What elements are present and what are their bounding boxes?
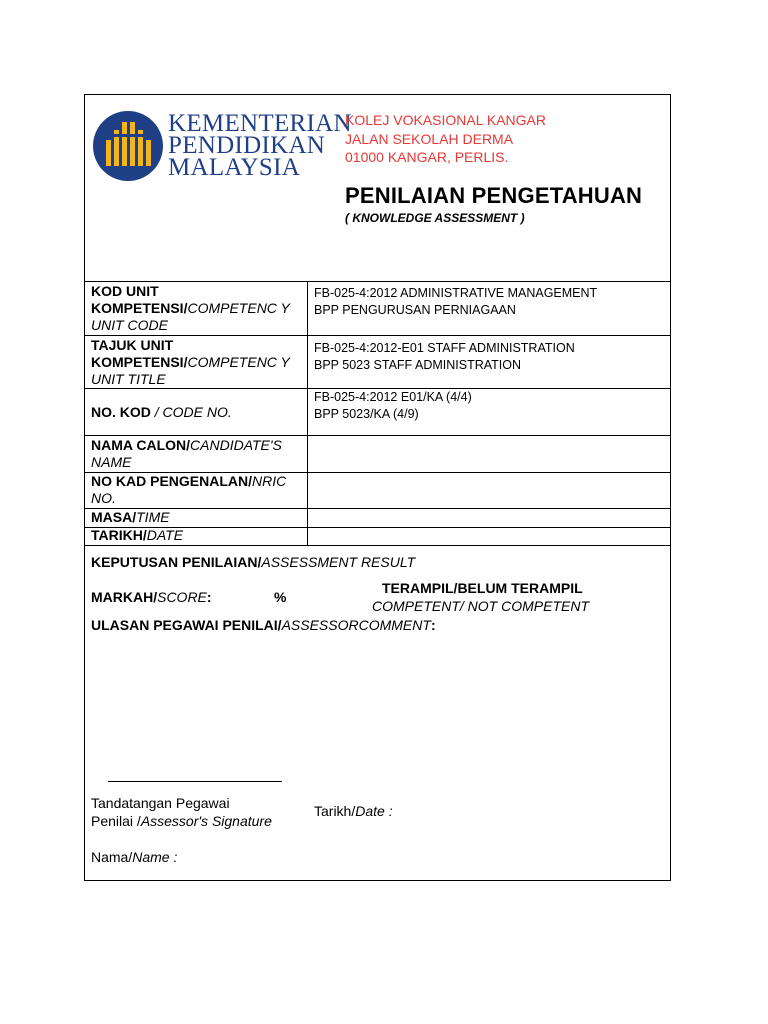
score-label-bold: MARKAH/ xyxy=(91,589,158,605)
time-label-bold: MASA/ xyxy=(91,509,137,525)
score-label-italic: SCORE xyxy=(157,589,207,605)
code-no-value xyxy=(314,389,472,422)
signature-plain: Penilai / xyxy=(91,813,141,829)
row-divider xyxy=(84,335,671,336)
competency-status-label: TERAMPIL/BELUM TERAMPIL xyxy=(382,580,583,596)
nric-label xyxy=(91,473,303,507)
unit-code-label-bold: KOD UNIT KOMPETENSI/ xyxy=(91,283,188,316)
assessment-result-bold: KEPUTUSAN PENILAIAN/ xyxy=(91,554,262,570)
assessment-result-italic: ASSESSMENT RESULT xyxy=(261,554,416,570)
signature-italic: Assessor's Signature xyxy=(140,813,272,829)
assessor-comment-italic: ASSESSORCOMMENT xyxy=(281,617,431,633)
unit-title-value xyxy=(314,340,575,373)
score-label xyxy=(91,589,212,605)
signature-date-italic: Date : xyxy=(355,803,393,819)
candidate-name-field[interactable] xyxy=(314,445,664,467)
assessor-name-italic: Name : xyxy=(132,849,178,865)
unit-title-label-italic: COMPETENC Y UNIT TITLE xyxy=(91,354,290,387)
unit-title-label xyxy=(91,337,303,388)
unit-code-label xyxy=(91,283,303,334)
time-label xyxy=(91,509,303,526)
assessor-signature-label-line-1: Tandatangan Pegawai xyxy=(91,795,230,811)
assessor-signature-label-line-2 xyxy=(91,813,272,829)
assessor-name-label xyxy=(91,849,177,865)
address-line-3: 01000 KANGAR, PERLIS. xyxy=(345,149,509,165)
signature-line[interactable] xyxy=(108,781,282,782)
time-field[interactable] xyxy=(314,510,664,526)
signature-date-label xyxy=(314,803,393,819)
address-line-1: KOLEJ VOKASIONAL KANGAR xyxy=(345,112,546,128)
page-subtitle: ( KNOWLEDGE ASSESSMENT ) xyxy=(345,211,525,225)
code-no-label xyxy=(91,404,303,421)
ministry-name xyxy=(168,110,352,181)
score-percent: % xyxy=(274,589,287,605)
code-no-label-italic: / CODE NO. xyxy=(150,404,232,420)
competency-status-translation: COMPETENT/ NOT COMPETENT xyxy=(372,598,589,614)
unit-code-value-line: FB-025-4:2012 ADMINISTRATIVE MANAGEMENT xyxy=(314,286,598,300)
assessor-comment-colon: : xyxy=(430,617,436,633)
address-line-2: JALAN SEKOLAH DERMA xyxy=(345,130,514,147)
nric-field[interactable] xyxy=(314,480,664,502)
unit-code-label-italic: COMPETENC Y UNIT CODE xyxy=(91,300,290,333)
unit-title-value-line: BPP 5023 STAFF ADMINISTRATION xyxy=(314,357,521,372)
unit-title-label-bold: TAJUK UNIT KOMPETENSI/ xyxy=(91,337,188,370)
date-label-italic: DATE xyxy=(146,527,184,543)
college-address xyxy=(345,111,546,167)
assessor-comment-bold: ULASAN PEGAWAI PENILAI/ xyxy=(91,617,282,633)
assessor-name-plain: Nama/ xyxy=(91,849,133,865)
page-title: PENILAIAN PENGETAHUAN xyxy=(345,183,643,208)
candidate-name-label-bold: NAMA CALON/ xyxy=(91,437,191,453)
ministry-line-2: PENDIDIKAN xyxy=(168,132,326,159)
code-no-label-bold: NO. KOD xyxy=(91,404,151,420)
signature-date-plain: Tarikh/ xyxy=(314,803,356,819)
time-label-italic: TIME xyxy=(136,509,170,525)
code-no-value-line: FB-025-4:2012 E01/KA (4/4) xyxy=(314,390,472,404)
table-top-border xyxy=(84,281,671,282)
candidate-name-label-italic: CANDIDATE'S NAME xyxy=(91,437,282,470)
code-no-value-line: BPP 5023/KA (4/9) xyxy=(314,406,419,421)
candidate-name-label xyxy=(91,437,303,471)
date-field[interactable] xyxy=(314,529,664,544)
column-divider xyxy=(307,281,308,546)
nric-label-italic: NRIC NO. xyxy=(91,473,287,506)
row-divider xyxy=(84,435,671,436)
assessment-result-heading xyxy=(91,554,415,570)
date-label xyxy=(91,527,303,544)
unit-code-value xyxy=(314,285,597,318)
assessor-comment-label xyxy=(91,617,436,633)
score-colon: : xyxy=(206,589,212,605)
ministry-line-3: MALAYSIA xyxy=(168,154,301,181)
ministry-logo-icon xyxy=(92,110,164,182)
table-bottom-border xyxy=(84,545,671,546)
date-label-bold: TARIKH/ xyxy=(91,527,147,543)
unit-code-value-line: BPP PENGURUSAN PERNIAGAAN xyxy=(314,302,516,317)
ministry-line-1: KEMENTERIAN xyxy=(168,110,352,137)
unit-title-value-line: FB-025-4:2012-E01 STAFF ADMINISTRATION xyxy=(314,341,575,355)
nric-label-bold: NO KAD PENGENALAN/ xyxy=(91,473,253,489)
